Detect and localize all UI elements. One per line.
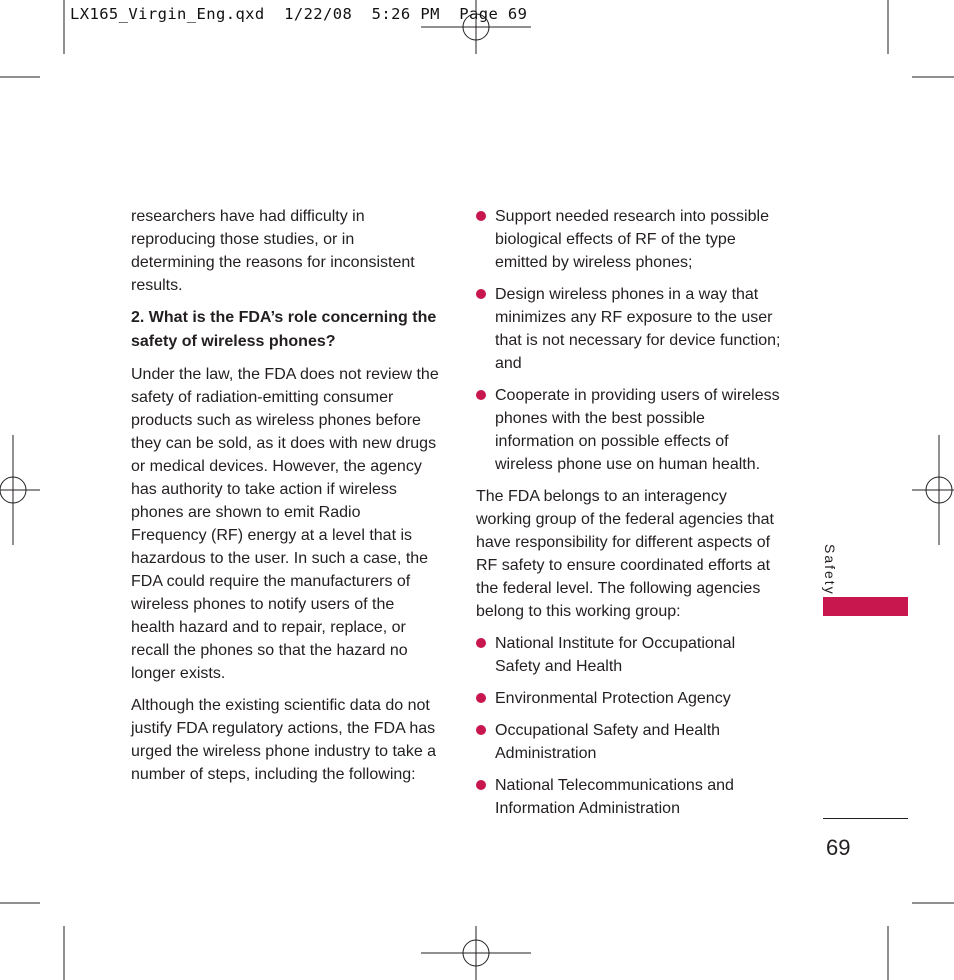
print-slug: LX165_Virgin_Eng.qxd 1/22/08 5:26 PM Page 69 [70,5,528,23]
registration-mark-top [421,0,531,54]
list-item [476,719,782,765]
registration-mark-bottom [421,926,531,980]
list-item-text: Support needed research into possible biological effects of RF of the type emitted by wireless phones; [495,208,769,271]
list-item [476,283,782,375]
question-heading: 2. What is the FDA’s role concerning the safety of wireless phones? [131,309,437,350]
section-tab-bar [823,597,908,616]
list-item [476,774,782,820]
bullet-icon [476,725,486,735]
registration-mark-left [0,435,40,545]
list-item-text: Cooperate in providing users of wireless phones with the best possible information on possible effects of wireless phone use on human health. [495,387,780,473]
section-tab-label: Safety [822,544,838,596]
paragraph: Although the existing scientific data do not justify FDA regulatory actions, the FDA has urged the wireless phone industry to take a number of steps, including the following: [131,697,437,783]
right-column [476,205,782,829]
list-item [476,687,782,710]
steps-list [476,205,782,476]
bullet-icon [476,638,486,648]
bullet-icon [476,289,486,299]
list-item-text: National Telecommunications and Information Administration [495,777,734,817]
paragraph: Under the law, the FDA does not review the safety of radiation-emitting consumer products such as wireless phones before they can be sold, as it does with new drugs or medical devices. However, the agency has authority to take action if wireless phones are shown to emit Radio Frequency (RF) energy at a level that is hazardous to the user. In such a case, the FDA could require the manufacturers of wireless phones to notify users of the health hazard and to repair, replace, or recall the phones so that the hazard no longer exists. [131,366,439,682]
list-item [476,384,782,476]
page-number: 69 [826,835,851,860]
list-item-text: Environmental Protection Agency [495,690,731,707]
bullet-icon [476,390,486,400]
bullet-icon [476,780,486,790]
list-item-text: Occupational Safety and Health Administration [495,722,721,762]
paragraph: researchers have had difficulty in reproducing those studies, or in determining the reasons for inconsistent results. [131,208,415,294]
bullet-icon [476,693,486,703]
page-number-rule [823,818,908,819]
agencies-list [476,632,782,820]
left-column [131,205,439,795]
registration-mark-right [912,435,954,545]
list-item-text: Design wireless phones in a way that minimizes any RF exposure to the user that is not necessary for device function; and [495,286,781,372]
list-item [476,205,782,274]
list-item-text: National Institute for Occupational Safety and Health [495,635,736,675]
list-item [476,632,782,678]
paragraph: The FDA belongs to an interagency working group of the federal agencies that have responsibility for different aspects of RF safety to ensure coordinated efforts at the federal level. The following agencies belong to this working group: [476,488,774,620]
bullet-icon [476,211,486,221]
